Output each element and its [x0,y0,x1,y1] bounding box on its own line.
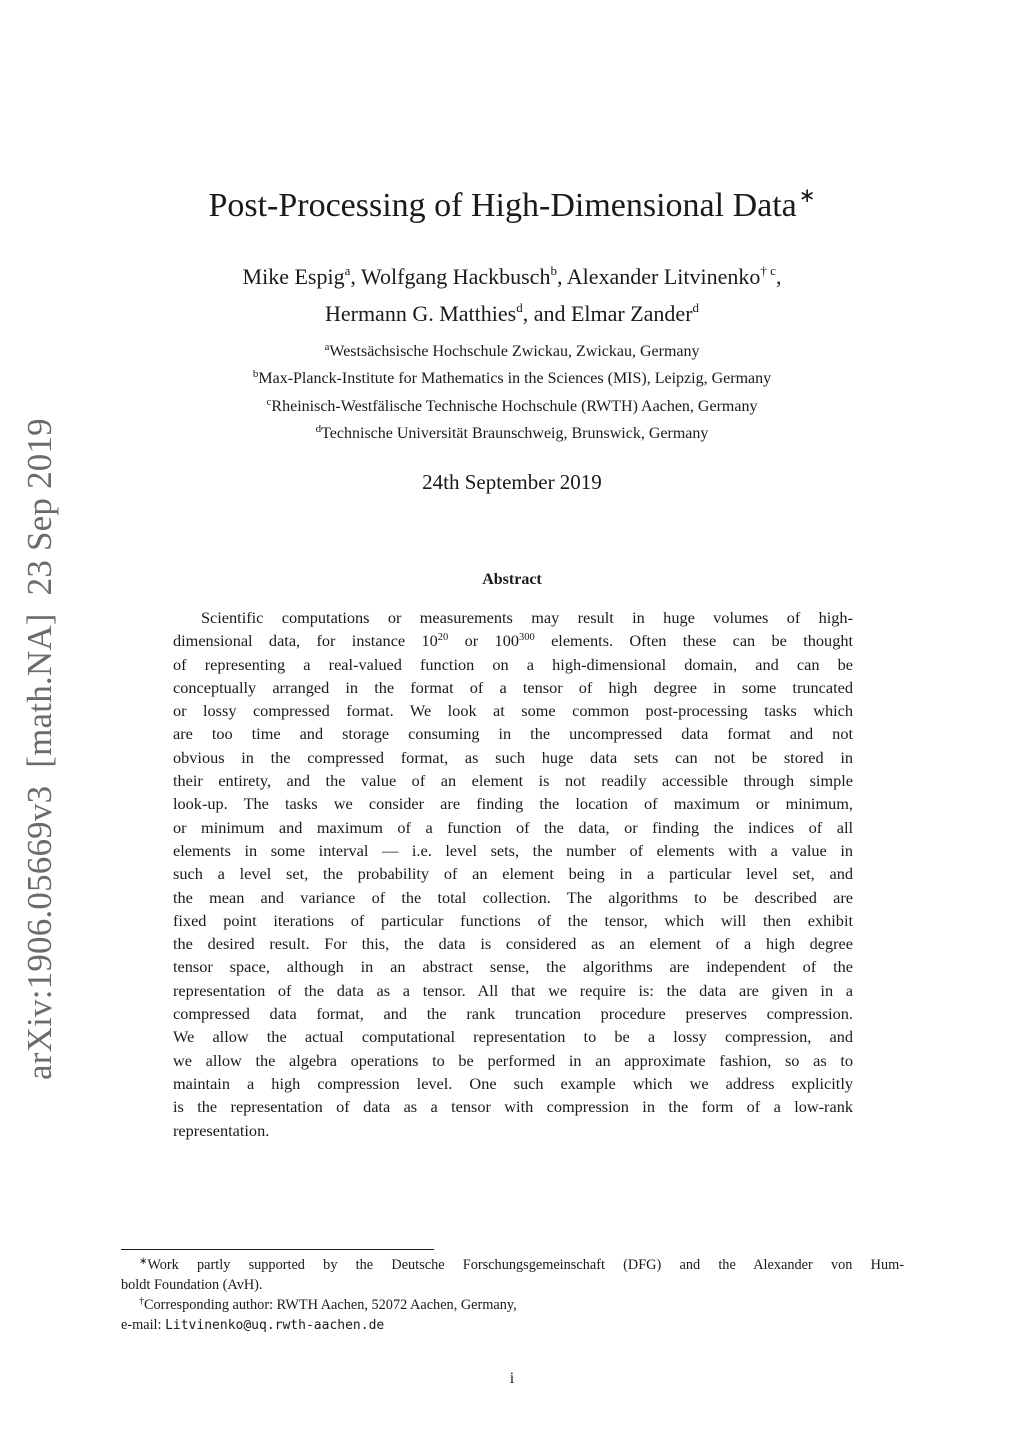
abstract-line: are too time and storage consuming in the uncompressed data format and not [173,724,853,744]
footnote-1-line-2: boldt Foundation (AvH). [121,1277,263,1293]
footnote-text: Work partly supported by the Deutsche Forschungsgemeinschaft (DFG) and the Alexander von Hum- [147,1257,904,1273]
author-name: Alexander Litvinenko [566,264,761,289]
abstract-line: Scientific computations or measurements may result in huge volumes of high- [201,608,853,627]
author-line-2 [0,292,1024,329]
abstract-line: the desired result. For this, the data is considered as an element of a high degree [173,934,853,954]
abstract-line: maintain a high compression level. One such example which we address explicitly [173,1073,853,1093]
abstract-text: or 100 [448,631,519,651]
affiliation-mark: b [252,368,259,381]
abstract-line: such a level set, the probability of an element being in a particular level set, and [173,864,853,884]
author-affiliation-mark: d [692,300,700,315]
author-separator: , [350,264,361,289]
abstract-exponent: 300 [518,632,535,644]
affiliation-item [0,363,1024,390]
author-name: Mike Espig [242,264,345,289]
abstract-line: of representing a real-valued function on a high-dimensional domain, and can be [173,654,853,674]
footnote-mark: † [139,1296,144,1307]
author-line-1 [0,255,1024,292]
affiliation-text: Rheinisch-Westfälische Technische Hochschule (RWTH) Aachen, Germany [271,397,758,415]
footnote-mark: ∗ [139,1256,148,1267]
footnote-rule [121,1249,434,1250]
affiliation-mark: d [315,422,322,435]
email-address: Litvinenko@uq.rwth-aachen.de [165,1318,385,1333]
arxiv-id: arXiv:1906.05669v3 [20,785,59,1080]
abstract-line: tensor space, although in an abstract sense, the algorithms are independent of the [173,957,853,977]
affiliation-mark: a [324,341,330,353]
publication-date: 24th September 2019 [422,470,602,494]
affiliation-text: Westsächsische Hochschule Zwickau, Zwickau, Germany [329,343,700,360]
paper-title-text: Post-Processing of High-Dimensional Data [208,187,797,224]
abstract-line: We allow the actual computational representation to be a lossy compression, and [173,1027,853,1047]
author-affiliation-mark: a [344,263,351,278]
abstract-line: is the representation of data as a tensor with compression in the form of a low-rank [173,1097,853,1117]
abstract-line: fixed point iterations of particular functions of the tensor, which will then exhibit [173,910,853,930]
paper-title [0,183,1024,225]
arxiv-date: 23 Sep 2019 [20,418,59,596]
author-separator: , [775,264,782,289]
footnote-1-line-1 [121,1255,904,1275]
abstract-line: or lossy compressed format. We look at some common post-processing tasks which [173,701,853,721]
affiliation-list [0,336,1024,445]
author-affiliation-mark: d [516,300,523,315]
author-separator: , [556,264,567,289]
author-name: Elmar Zander [570,301,693,326]
abstract-line: representation. [173,1120,270,1140]
abstract-line: the mean and variance of the total collection. The algorithms to be described are [173,887,853,907]
author-affiliation-mark: † c [760,263,776,278]
author-name: Hermann G. Matthies [324,301,517,326]
title-footnote-mark: ∗ [798,185,816,207]
author-name: Wolfgang Hackbusch [361,264,551,289]
affiliation-item [0,418,1024,445]
email-label: e-mail: [121,1317,166,1333]
abstract-body [173,606,853,1142]
footnote-text: Corresponding author: RWTH Aachen, 52072 Aachen, Germany, [144,1297,517,1313]
footnotes [121,1255,904,1336]
affiliation-item [0,391,1024,418]
arxiv-category: [math.NA] [20,613,59,768]
author-list [0,255,1024,329]
affiliation-text: Technische Universität Braunschweig, Brunswick, Germany [321,424,709,442]
page-number: i [509,1370,515,1387]
footnote-2-line-1 [121,1295,904,1315]
abstract-line: or minimum and maximum of a function of the data, or finding the indices of all [173,817,853,837]
abstract-line: we allow the algebra operations to be performed in an approximate fashion, so as to [173,1050,853,1070]
abstract-line: their entirety, and the value of an element is not readily accessible through simple [173,771,853,791]
abstract-line [173,629,853,652]
abstract-exponent: 20 [437,632,449,644]
abstract-text: dimensional data, for instance 10 [173,631,438,651]
abstract-line: elements in some interval — i.e. level sets, the number of elements with a value in [173,840,853,860]
arxiv-identifier-stamp [20,418,60,1080]
affiliation-text: Max-Planck-Institute for Mathematics in the Sciences (MIS), Leipzig, Germany [258,370,772,388]
author-separator: , and [522,301,571,326]
author-affiliation-mark: b [550,263,557,278]
abstract-line: obvious in the compressed format, as such huge data sets can not be stored in [173,747,853,767]
abstract-line: conceptually arranged in the format of a tensor of high degree in some truncated [173,677,853,697]
abstract-line: compressed data format, and the rank truncation procedure preserves compression. [173,1004,853,1024]
affiliation-item [0,336,1024,363]
abstract-line: look-up. The tasks we consider are finding the location of maximum or minimum, [173,794,853,814]
affiliation-mark: c [266,395,272,408]
abstract-text: elements. Often these can be thought [534,631,854,651]
abstract-line: representation of the data as a tensor. All that we require is: the data are given in a [173,980,853,1000]
footnote-2-line-2 [121,1315,904,1336]
abstract-heading: Abstract [482,571,542,588]
